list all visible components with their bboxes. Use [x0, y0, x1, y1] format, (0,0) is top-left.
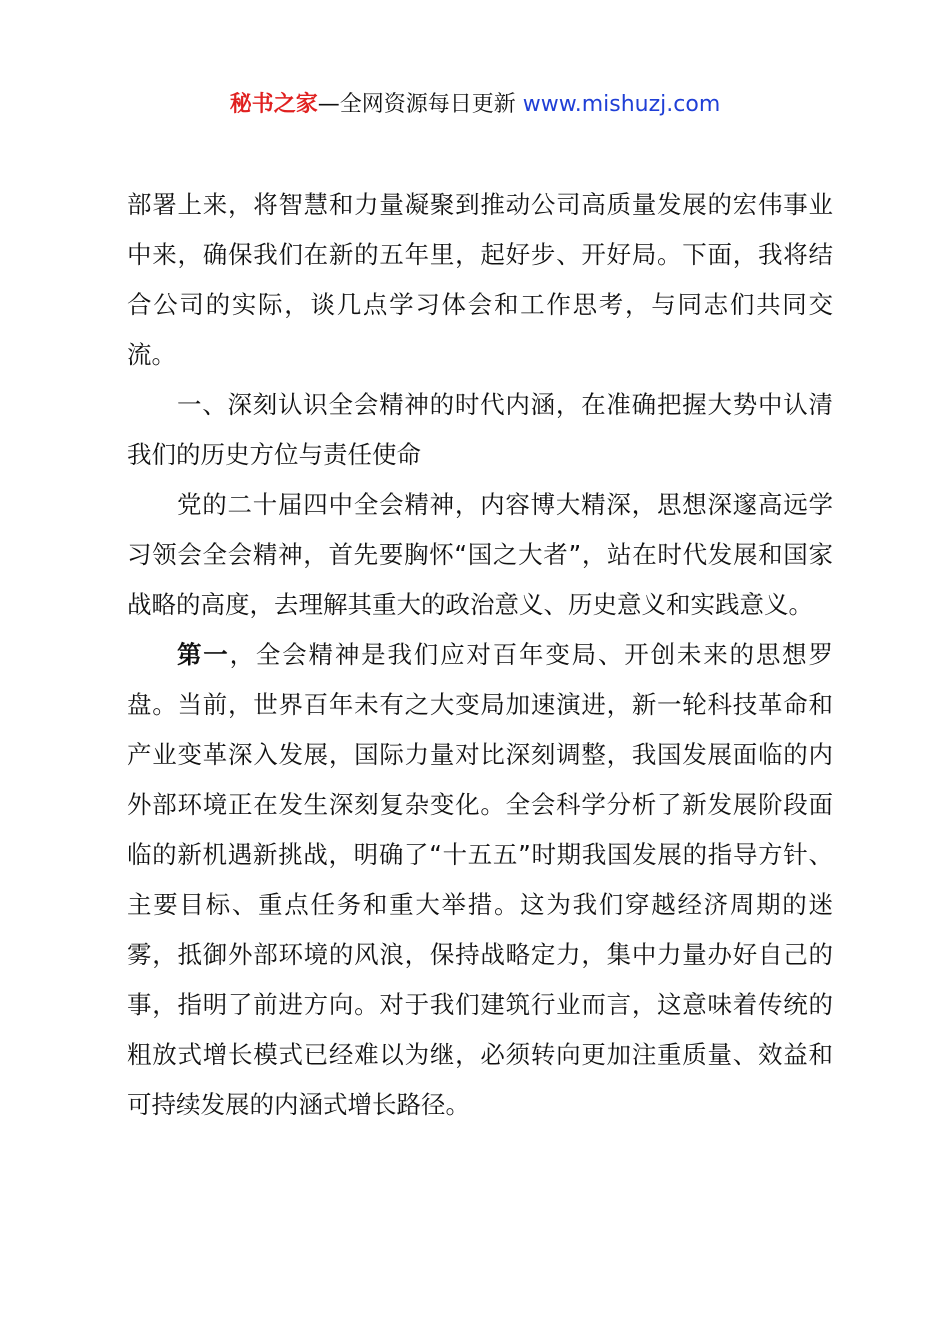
document-body — [127, 180, 833, 1130]
section-heading-1: 一、深刻认识全会精神的时代内涵，在准确把握大势中认清我们的历史方位与责任使命 — [127, 390, 833, 469]
paragraph-first-point-text: ，全会精神是我们应对百年变局、开创未来的思想罗盘。当前，世界百年未有之大变局加速演进，新一轮科技革命和产业变革深入发展，国际力量对比深刻调整，我国发展面临的内外部环境正在发生深刻复杂变化。全会科学分析了新发展阶段面临的新机遇新挑战，明确了“十五五”时期我国发展的指导方针、主要目标、重点任务和重大举措。这为我们穿越经济周期的迷雾，抵御外部环境的风浪，保持战略定力，集中力量办好自己的事，指明了前进方向。对于我们建筑行业而言，这意味着传统的粗放式增长模式已经难以为继，必须转向更加注重质量、效益和可持续发展的内涵式增长路径。 — [127, 640, 833, 1119]
paragraph-first-point — [127, 630, 833, 1130]
header-tagline: 全网资源每日更新 — [339, 92, 516, 117]
paragraph-intro: 党的二十届四中全会精神，内容博大精深，思想深邃高远学习领会全会精神，首先要胸怀“国之大者”，站在时代发展和国家战略的高度，去理解其重大的政治意义、历史意义和实践意义。 — [127, 490, 833, 619]
brand-name: 秘书之家 — [229, 92, 318, 117]
page-header — [0, 88, 950, 122]
paragraph-lead-word: 第一 — [177, 640, 230, 669]
header-dash: — — [317, 92, 340, 117]
paragraph-continuation: 部署上来，将智慧和力量凝聚到推动公司高质量发展的宏伟事业中来，确保我们在新的五年里，起好步、开好局。下面，我将结合公司的实际，谈几点学习体会和工作思考，与同志们共同交流。 — [127, 190, 833, 369]
header-url-link[interactable]: www.mishuzj.com — [522, 92, 721, 117]
